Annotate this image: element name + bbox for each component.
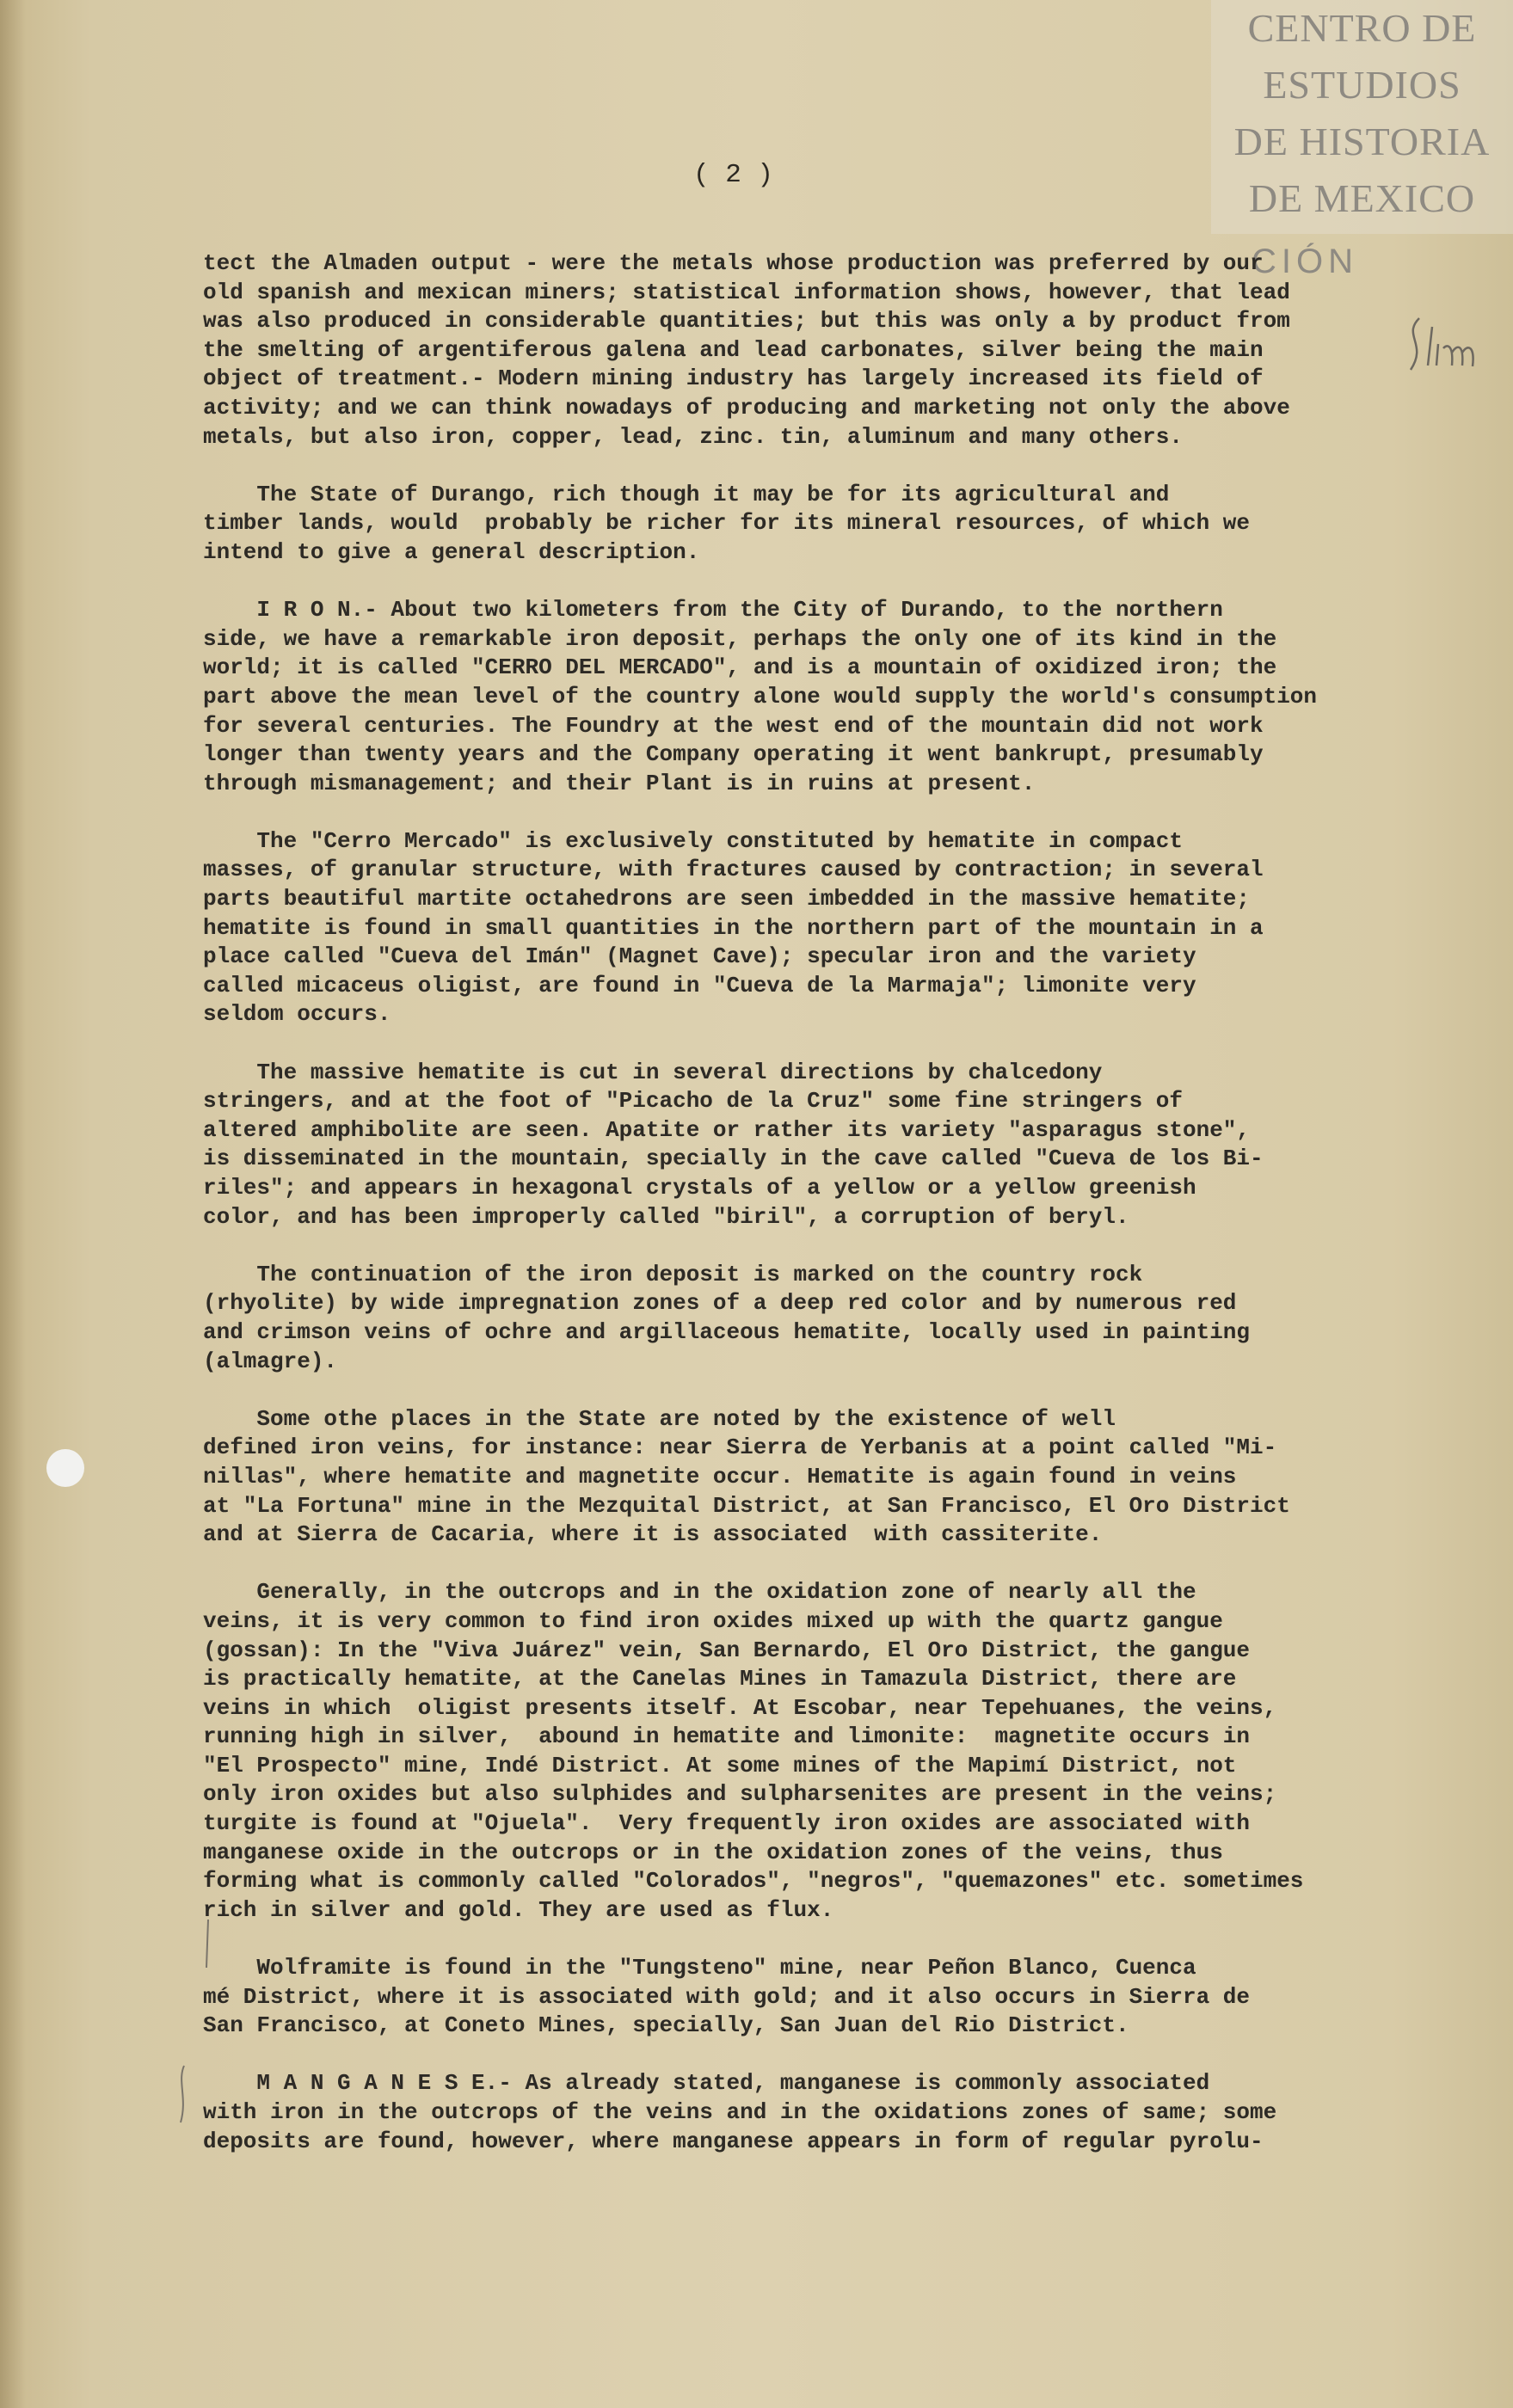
text-line: world; it is called "CERRO DEL MERCADO", and is a mountain of oxidized iron; the (203, 654, 1277, 681)
text-line: running high in silver, abound in hematite and limonite: magnetite occurs in (203, 1723, 1250, 1750)
pencil-margin-mark (203, 1918, 213, 1969)
text-line: M A N G A N E S E.- As already stated, manganese is commonly associated (203, 2070, 1210, 2097)
text-line: "El Prospecto" mine, Indé District. At some mines of the Mapimí District, not (203, 1752, 1237, 1778)
text-line: only iron oxides but also sulphides and sulpharsenites are present in the veins; (203, 1781, 1277, 1808)
text-line: at "La Fortuna" mine in the Mezquital District, at San Francisco, El Oro District (203, 1492, 1290, 1519)
text-line: Wolframite is found in the "Tungsteno" mine, near Peñon Blanco, Cuenca (203, 1955, 1196, 1981)
text-line: stringers, and at the foot of "Picacho de la Cruz" some fine stringers of (203, 1088, 1183, 1115)
text-line: hematite is found in small quantities in the northern part of the mountain in a (203, 914, 1264, 941)
punch-hole (46, 1449, 84, 1487)
text-line: was also produced in considerable quantities; but this was only a by product from (203, 308, 1290, 335)
text-line: veins in which oligist presents itself. At Escobar, near Tepehuanes, the veins, (203, 1694, 1277, 1721)
text-line: old spanish and mexican miners; statistical information shows, however, that lead (203, 279, 1290, 305)
text-line: intend to give a general description. (203, 538, 700, 565)
text-line: called micaceus oligist, are found in "Cueva de la Marmaja"; limonite very (203, 972, 1196, 998)
text-line: and crimson veins of ochre and argillaceous hematite, locally used in painting (203, 1318, 1250, 1345)
text-line: parts beautiful martite octahedrons are seen imbedded in the massive hematite; (203, 886, 1250, 912)
paragraph (203, 596, 1442, 798)
text-line: (gossan): In the "Viva Juárez" vein, San Bernardo, El Oro District, the gangue (203, 1637, 1250, 1663)
text-line: with iron in the outcrops of the veins and in the oxidations zones of same; some (203, 2099, 1277, 2125)
watermark-line: ESTUDIOS (1263, 63, 1461, 107)
text-line: rich in silver and gold. They are used as flux. (203, 1896, 834, 1923)
text-line: (rhyolite) by wide impregnation zones of a deep red color and by numerous red (203, 1290, 1237, 1317)
text-line: Some othe places in the State are noted by the existence of well (203, 1405, 1116, 1432)
text-line: side, we have a remarkable iron deposit, perhaps the only one of its kind in the (203, 625, 1277, 652)
paragraph (203, 481, 1442, 568)
text-line: riles"; and appears in hexagonal crystals of a yellow or a yellow greenish (203, 1175, 1196, 1201)
text-line: mé District, where it is associated with gold; and it also occurs in Sierra de (203, 1983, 1250, 2010)
text-line: The "Cerro Mercado" is exclusively constituted by hematite in compact (203, 827, 1183, 854)
text-line: The massive hematite is cut in several directions by chalcedony (203, 1059, 1103, 1085)
text-line: defined iron veins, for instance: near Sierra de Yerbanis at a point called "Mi- (203, 1434, 1277, 1461)
text-line: tect the Almaden output - were the metals whose production was preferred by our (203, 250, 1264, 276)
typewritten-body (203, 249, 1442, 2185)
page-number: ( 2 ) (693, 160, 774, 190)
text-line: veins, it is very common to find iron oxides mixed up with the quartz gangue (203, 1607, 1223, 1634)
text-line: longer than twenty years and the Company operating it went bankrupt, presumably (203, 741, 1264, 768)
paragraph (203, 249, 1442, 452)
paragraph (203, 1954, 1442, 2041)
watermark-line: DE HISTORIA (1233, 120, 1491, 163)
paragraph (203, 1578, 1442, 1925)
text-line: object of treatment.- Modern mining industry has largely increased its field of (203, 366, 1264, 392)
text-line: is practically hematite, at the Canelas Mines in Tamazula District, there are (203, 1666, 1237, 1692)
text-line: place called "Cueva del Imán" (Magnet Cave); specular iron and the variety (203, 943, 1196, 970)
text-line: altered amphibolite are seen. Apatite or rather its variety "asparagus stone", (203, 1116, 1250, 1143)
text-line: The State of Durango, rich though it may be for its agricultural and (203, 481, 1170, 507)
text-line: and at Sierra de Cacaria, where it is associated with cassiterite. (203, 1521, 1103, 1548)
text-line: Generally, in the outcrops and in the oxidation zone of nearly all the (203, 1579, 1196, 1606)
archive-watermark (1211, 0, 1513, 234)
paragraph (203, 827, 1442, 1029)
paragraph (203, 2069, 1442, 2156)
text-line: I R O N.- About two kilometers from the City of Durando, to the northern (203, 597, 1223, 624)
text-line: San Francisco, at Coneto Mines, specially, San Juan del Rio District. (203, 2012, 1129, 2039)
text-line: activity; and we can think nowadays of producing and marketing not only the above (203, 394, 1290, 421)
text-line: (almagre). (203, 1348, 338, 1374)
text-line: nillas", where hematite and magnetite occur. Hematite is again found in veins (203, 1463, 1237, 1490)
text-line: for several centuries. The Foundry at the west end of the mountain did not work (203, 712, 1264, 739)
text-line: The continuation of the iron deposit is marked on the country rock (203, 1261, 1143, 1287)
text-line: the smelting of argentiferous galena and lead carbonates, silver being the main (203, 336, 1264, 363)
text-line: turgite is found at "Ojuela". Very frequently iron oxides are associated with (203, 1810, 1250, 1837)
text-line: forming what is commonly called "Colorados", "negros", "quemazones" etc. sometimes (203, 1868, 1304, 1895)
text-line: masses, of granular structure, with fractures caused by contraction; in several (203, 857, 1264, 883)
text-line: metals, but also iron, copper, lead, zinc. tin, aluminum and many others. (203, 423, 1183, 450)
page-edge-shadow (0, 0, 26, 2408)
text-line: color, and has been improperly called "biril", a corruption of beryl. (203, 1203, 1129, 1230)
paragraph (203, 1261, 1442, 1376)
text-line: deposits are found, however, where manganese appears in form of regular pyrolu- (203, 2128, 1264, 2154)
text-line: part above the mean level of the country alone would supply the world's consumption (203, 683, 1318, 710)
pencil-margin-mark (174, 2064, 191, 2124)
text-line: manganese oxide in the outcrops or in the oxidation zones of the veins, thus (203, 1839, 1223, 1865)
text-line: through mismanagement; and their Plant is in ruins at present. (203, 770, 1036, 796)
watermark-line: CENTRO DE (1247, 6, 1477, 50)
watermark-line: DE MEXICO (1248, 176, 1476, 220)
paragraph (203, 1405, 1442, 1550)
text-line: is disseminated in the mountain, specially in the cave called "Cueva de los Bi- (203, 1146, 1264, 1172)
text-line: timber lands, would probably be richer for its mineral resources, of which we (203, 510, 1250, 537)
paragraph (203, 1059, 1442, 1232)
text-line: seldom occurs. (203, 1001, 391, 1028)
institution-stamp: CIÓN (1252, 243, 1358, 280)
